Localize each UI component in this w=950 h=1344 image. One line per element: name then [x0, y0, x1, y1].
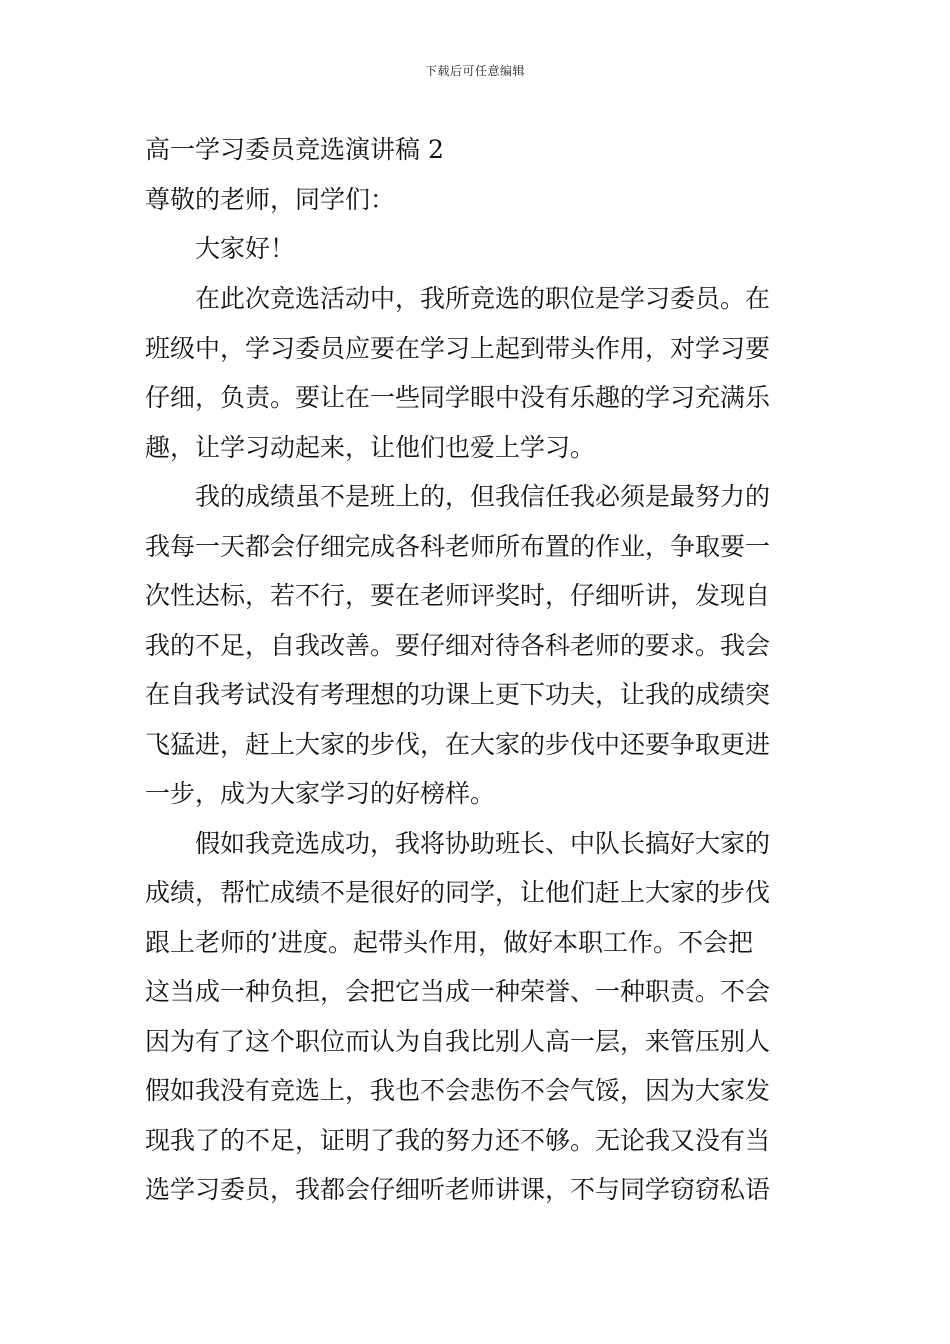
paragraph-line: 现我了的不足，证明了我的努力还不够。无论我又没有当	[145, 1126, 771, 1155]
page-header: 下载后可任意编辑	[424, 64, 525, 78]
paragraph-line: 我的不足，自我改善。要仔细对待各科老师的要求。我会	[145, 631, 771, 660]
paragraph-line: 成绩，帮忙成绩不是很好的同学，让他们赶上大家的步伐	[145, 878, 771, 907]
paragraph-line: 这当成一种负担，会把它当成一种荣誉、一种职责。不会	[145, 977, 771, 1006]
greeting-line: 大家好！	[195, 234, 296, 263]
paragraph-line: 因为有了这个职位而认为自我比别人高一层，来管压别人	[145, 1027, 771, 1056]
paragraph-line: 一步，成为大家学习的好榜样。	[145, 779, 496, 808]
paragraph-line: 次性达标，若不行，要在老师评奖时，仔细听讲，发现自	[145, 581, 771, 610]
paragraph-line: 选学习委员，我都会仔细听老师讲课，不与同学窃窃私语	[145, 1175, 771, 1204]
document-title: 高一学习委员竞选演讲稿 2	[145, 135, 444, 164]
paragraph-line: 在此次竞选活动中，我所竞选的职位是学习委员。在	[195, 284, 771, 313]
paragraph-line: 仔细，负责。要让在一些同学眼中没有乐趣的学习充满乐	[145, 383, 771, 412]
paragraph-line: 趣，让学习动起来，让他们也爱上学习。	[145, 433, 596, 462]
paragraph-line: 班级中，学习委员应要在学习上起到带头作用，对学习要	[145, 334, 771, 363]
paragraph-line: 我的成绩虽不是班上的，但我信任我必须是最努力的	[195, 482, 771, 511]
paragraph-line: 飞猛进，赶上大家的步伐，在大家的步伐中还要争取更进	[145, 730, 771, 759]
paragraph-line: 假如我没有竞选上，我也不会悲伤不会气馁，因为大家发	[145, 1076, 771, 1105]
paragraph-line: 假如我竞选成功，我将协助班长、中队长搞好大家的	[195, 829, 771, 858]
paragraph-line: 我每一天都会仔细完成各科老师所布置的作业，争取要一	[145, 532, 771, 561]
salutation: 尊敬的老师，同学们：	[145, 185, 396, 214]
paragraph-line: 在自我考试没有考理想的功课上更下功夫，让我的成绩突	[145, 680, 771, 709]
paragraph-line: 跟上老师的’进度。起带头作用，做好本职工作。不会把	[145, 928, 753, 957]
